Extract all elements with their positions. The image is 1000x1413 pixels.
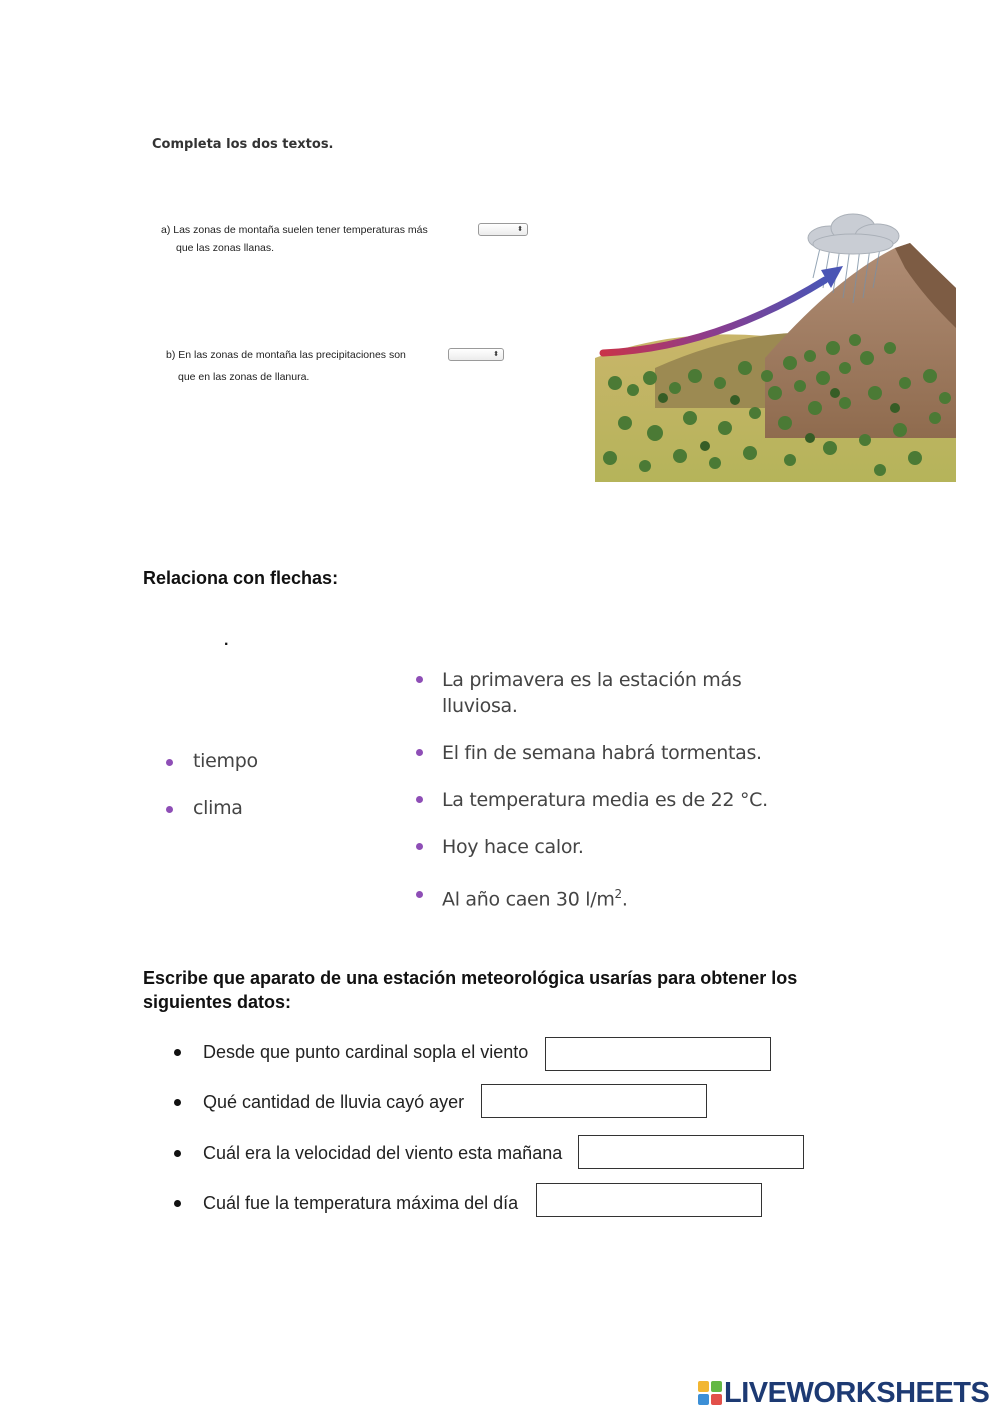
bullet-dot-icon (174, 1049, 181, 1056)
select-arrow-icon: ⬍ (517, 226, 523, 233)
match-left-item[interactable]: clima (193, 797, 243, 819)
match-right-item[interactable] (442, 667, 792, 719)
bullet-dot-icon (416, 749, 423, 756)
question-label: Qué cantidad de lluvia cayó ayer (203, 1092, 465, 1112)
match-right-item[interactable]: Hoy hace calor. (442, 836, 584, 858)
answer-input[interactable] (545, 1037, 771, 1071)
section2-title: Relaciona con flechas: (143, 568, 339, 588)
question-label: Desde que punto cardinal sopla el viento (203, 1042, 529, 1062)
question-label: Cuál fue la temperatura máxima del día (203, 1193, 519, 1213)
question-a-select[interactable] (478, 223, 528, 236)
superscript: 2 (614, 887, 622, 901)
match-right-item[interactable]: El fin de semana habrá tormentas. (442, 742, 762, 764)
match-right-item-text: Al año caen 30 l/m (442, 888, 615, 911)
match-right-item-line2: lluviosa. (442, 695, 518, 717)
bullet-dot-icon (416, 843, 423, 850)
bullet-dot-icon (416, 796, 423, 803)
liveworksheets-logo[interactable] (698, 1376, 989, 1410)
bullet-dot-icon (174, 1099, 181, 1106)
answer-input[interactable] (536, 1183, 762, 1217)
match-right-item-line1: La primavera es la estación más (442, 669, 742, 691)
match-left-item[interactable]: tiempo (193, 750, 258, 772)
liveworksheets-logo-icon (698, 1381, 722, 1405)
bullet-dot-icon (416, 676, 423, 683)
question-a-line1: a) Las zonas de montaña suelen tener temperaturas más (161, 224, 428, 236)
bullet-dot-icon (174, 1150, 181, 1157)
mountain-rain-illustration-icon (595, 208, 956, 482)
bullet-dot-icon (166, 806, 173, 813)
question-a-line2: que las zonas llanas. (176, 242, 275, 254)
match-right-item[interactable] (442, 881, 792, 912)
answer-input[interactable] (578, 1135, 804, 1169)
logo-text: LIVEWORKSHEETS (724, 1376, 990, 1409)
bullet-dot-icon (166, 759, 173, 766)
bullet-dot-icon (416, 891, 423, 898)
question-b-line1: b) En las zonas de montaña las precipitaciones son (166, 349, 406, 361)
question-b-line2: que en las zonas de llanura. (178, 371, 310, 383)
match-right-item[interactable]: La temperatura media es de 22 °C. (442, 789, 768, 811)
question-b-select[interactable] (448, 348, 504, 361)
answer-input[interactable] (481, 1084, 707, 1118)
bullet-dot-icon (174, 1200, 181, 1207)
section1-title: Completa los dos textos. (152, 137, 334, 152)
match-right-item-suffix: . (621, 888, 628, 911)
question-label: Cuál era la velocidad del viento esta mañana (203, 1143, 563, 1163)
section3-title: Escribe que aparato de una estación meteorológica usarías para obtener los siguientes datos: (143, 968, 798, 1012)
stray-mark: . (224, 632, 229, 649)
select-arrow-icon: ⬍ (493, 351, 499, 358)
